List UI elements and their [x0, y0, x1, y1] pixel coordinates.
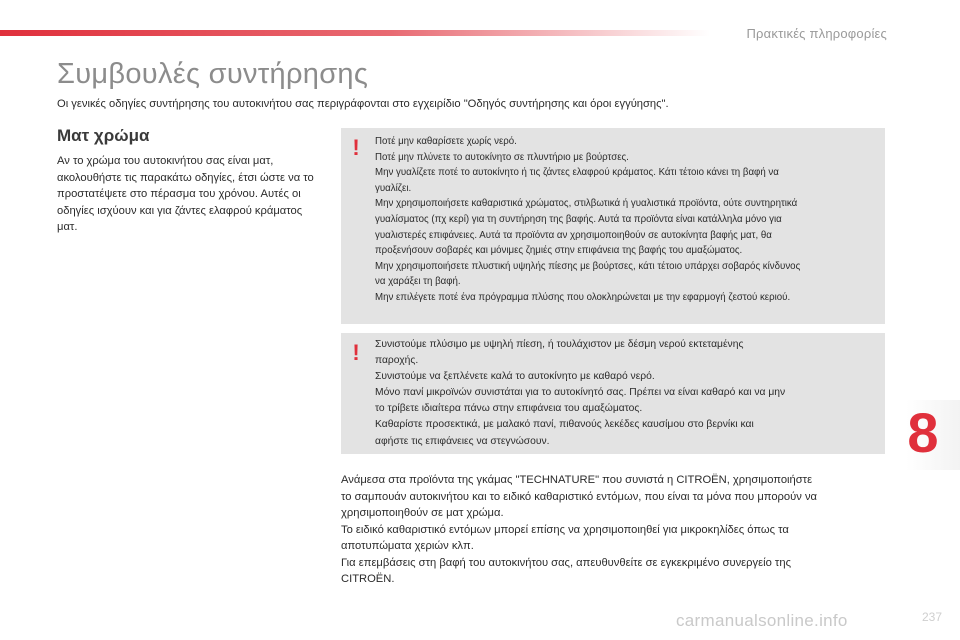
text-line: Για επεμβάσεις στη βαφή του αυτοκινήτου σας, απευθυνθείτε σε εγκεκριμένο συνεργείο της	[341, 556, 791, 569]
text-line: αποτυπώματα χεριών κλπ.	[341, 540, 474, 552]
warning-line: γυαλίζει.	[375, 182, 412, 194]
section-title: Πρακτικές πληροφορίες	[746, 26, 887, 41]
warning-line: Ποτέ μην πλύνετε το αυτοκίνητο σε πλυντήριο με βούρτσες.	[375, 151, 629, 163]
warning-line: να χαράξει τη βαφή.	[375, 276, 461, 288]
text-line: το σαμπουάν αυτοκινήτου και το ειδικό καθαριστικό εντόμων, που είναι τα μόνα που μπορούν να	[341, 490, 818, 503]
warning-line: Μην χρησιμοποιήσετε πλυστική υψηλής πίεσης με βούρτσες, κάτι τέτοιο υπάρχει σοβαρός κίνδυνος	[375, 260, 801, 272]
warning-2-text	[375, 337, 880, 450]
text-line: Το ειδικό καθαριστικό εντόμων μπορεί επίσης να χρησιμοποιηθεί για μικροκηλίδες όπως τα	[341, 523, 789, 536]
warning-box-2	[341, 333, 885, 454]
warning-line: Μην επιλέγετε ποτέ ένα πρόγραμμα πλύσης που ολοκληρώνεται με την εφαρμογή ζεστού κεριού.	[375, 291, 791, 303]
warning-line: Μην χρησιμοποιήσετε καθαριστικά χρώματος, στιλβωτικά ή γυαλιστικά προϊόντα, ούτε συντηρητικά	[375, 198, 798, 210]
section-heading: Ματ χρώμα	[57, 126, 150, 145]
text-line: χρησιμοποιηθούν σε ματ χρώμα.	[341, 507, 504, 519]
warning-line: Καθαρίστε προσεκτικά, με μαλακό πανί, πιθανούς λεκέδες καυσίμου στο βερνίκι και	[375, 419, 754, 431]
warning-1-text	[375, 134, 880, 306]
warning-line: γυαλιστερές επιφάνειες. Αυτά τα προϊόντα αν χρησιμοποιηθούν σε αυτοκίνητα βαφής ματ, θα	[375, 229, 772, 241]
matte-paint-paragraph: Αν το χρώμα του αυτοκινήτου σας είναι ματ, ακολουθήστε τις παρακάτω οδηγίες, έτσι ώστε να το προστατέψετε στο πέρασμα του χρόνου. Αυτές οι οδηγίες ισχύουν και για ζάντες ελαφρού κράματος ματ.	[57, 155, 314, 233]
warning-box-1	[341, 128, 885, 324]
warning-line: Συνιστούμε να ξεπλένετε καλά το αυτοκίνητο με καθαρό νερό.	[375, 371, 655, 383]
warning-line: Συνιστούμε πλύσιμο με υψηλή πίεση, ή τουλάχιστον με δέσμη νερού εκτεταμένης	[375, 339, 744, 350]
text-line: CITROËN.	[341, 573, 395, 585]
warning-line: Μην γυαλίζετε ποτέ το αυτοκίνητο ή τις ζάντες ελαφρού κράματος. Κάτι τέτοιο κάνει τη βαφή να	[375, 167, 779, 179]
page-title: Συμβουλές συντήρησης	[57, 58, 369, 90]
technature-paragraph	[341, 472, 886, 588]
exclamation-icon: !	[352, 135, 360, 160]
warning-line: Ποτέ μην καθαρίσετε χωρίς νερό.	[375, 136, 517, 147]
chapter-number: 8	[907, 401, 939, 464]
header-accent-bar	[0, 30, 710, 36]
intro-text: Οι γενικές οδηγίες συντήρησης του αυτοκινήτου σας περιγράφονται στο εγχειρίδιο "Οδηγός συντήρησης και όροι εγγύησης".	[57, 98, 669, 110]
warning-line: αφήστε τις επιφάνειες να στεγνώσουν.	[375, 435, 550, 447]
warning-line: το τρίβετε ιδιαίτερα πάνω στην επιφάνεια του αμαξώματος.	[375, 403, 643, 415]
page-number: 237	[921, 610, 942, 624]
warning-line: παροχής.	[375, 355, 419, 367]
warning-line: Μόνο πανί μικροϊνών συνιστάται για το αυτοκίνητό σας. Πρέπει να είναι καθαρό και να μην	[375, 387, 786, 399]
warning-line: γυαλίσματος (πχ κερί) για τη συντήρηση της βαφής. Αυτά τα προϊόντα είναι κατάλληλα μόνο για	[375, 213, 782, 225]
text-line: Ανάμεσα στα προϊόντα της γκάμας "TECHNATURE" που συνιστά η CITROËN, χρησιμοποιήστε	[341, 474, 813, 486]
exclamation-icon: !	[352, 340, 360, 365]
warning-line: προξενήσουν σοβαρές και μόνιμες ζημιές στην επιφάνεια της βαφής του αμαξώματος.	[375, 245, 743, 257]
watermark: carmanualsonline.info	[676, 611, 848, 630]
